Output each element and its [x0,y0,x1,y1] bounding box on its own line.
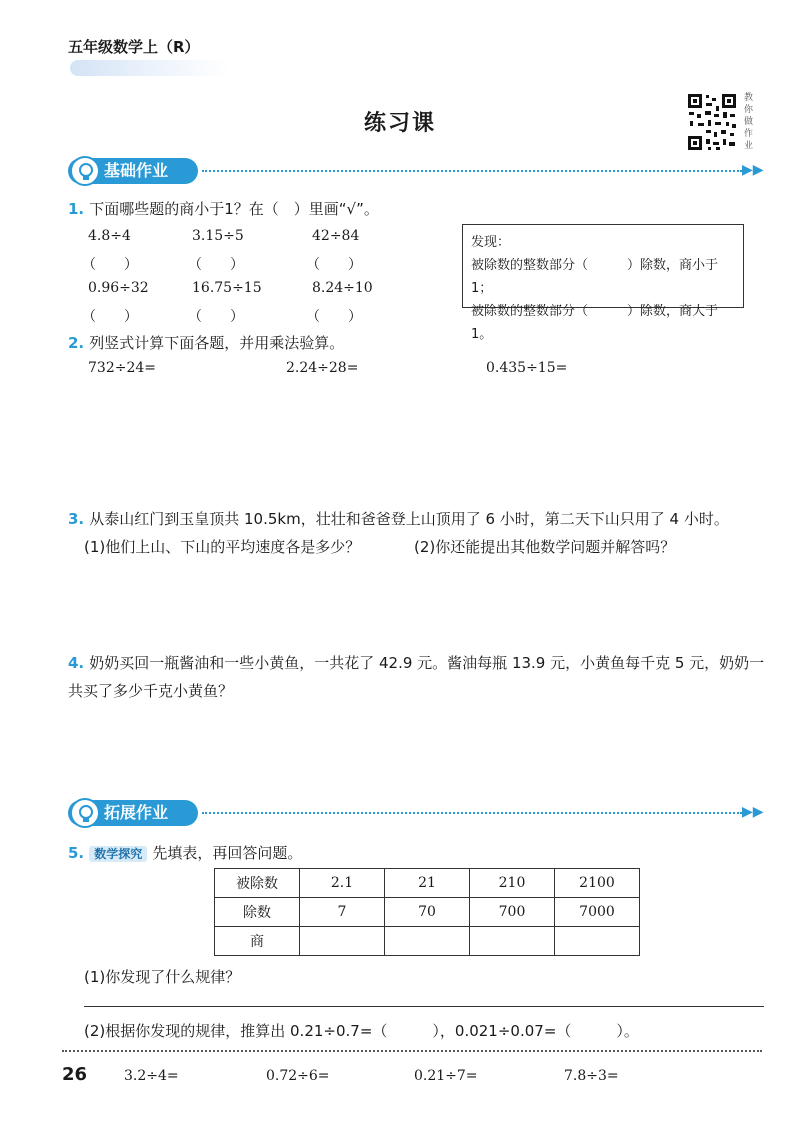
question-number: 2. [68,334,85,352]
question-text: 下面哪些题的商小于1？在（ ）里画“√”。 [89,200,379,218]
page-title: 练习课 [363,111,436,136]
footer-exercise: 7.8÷3= [564,1068,619,1084]
table-cell: 7000 [555,898,640,927]
discovery-box [462,224,744,342]
answer-line[interactable] [84,1006,764,1007]
section-divider [202,170,742,172]
table-header-cell: 被除数 [215,869,300,898]
answer-cell[interactable] [470,927,555,956]
table-cell: 7 [300,898,385,927]
answer-cell[interactable] [555,927,640,956]
footer-exercise: 0.21÷7= [414,1068,478,1084]
q1-item: 16.75÷15 [192,280,262,296]
question-text: 从泰山红门到玉皇顶共 10.5km，壮壮和爸爸登上山顶用了 6 小时，第二天下山只用了 4 小时。 [89,510,729,528]
table-cell: 2.1 [300,869,385,898]
question-5 [68,842,302,863]
table-header-cell: 商 [215,927,300,956]
q1-item: 8.24÷10 [312,280,373,296]
table-header-cell: 除数 [215,898,300,927]
q1-item: 0.96÷32 [88,280,149,296]
question-2 [68,332,344,353]
table-cell: 70 [385,898,470,927]
qr-code-icon[interactable] [686,92,738,152]
discovery-line[interactable]: 被除数的整数部分（ ）除数，商小于1； [471,258,719,296]
answer-blank[interactable]: （ ） [82,257,138,273]
lightbulb-icon [70,798,100,828]
question-number: 3. [68,510,85,528]
book-brand: 五年级数学上（R） [68,38,200,56]
q5-sub-question[interactable]: (2)根据你发现的规律，推算出 0.21÷0.7=（ ），0.021÷0.07=（ ）。 [84,1022,639,1040]
table-row [215,869,640,898]
question-number: 5. [68,844,85,862]
q2-item: 2.24÷28= [286,360,359,376]
table-cell: 210 [470,869,555,898]
question-text-continued: 共买了多少千克小黄鱼？ [68,682,234,700]
division-table [214,868,640,956]
inquiry-tag: 数学探究 [89,846,147,862]
page-number: 26 [62,1064,88,1085]
table-cell: 2100 [555,869,640,898]
section-extend-header [68,800,764,826]
question-number: 1. [68,200,85,218]
q1-item: 3.15÷5 [192,228,244,244]
question-1 [68,198,379,219]
header-decoration [70,60,230,76]
question-text: 先填表，再回答问题。 [152,844,303,862]
answer-blank[interactable]: （ ） [306,257,362,273]
section-divider [202,812,742,814]
question-4 [68,652,768,673]
footer-exercise: 0.72÷6= [266,1068,330,1084]
table-row [215,927,640,956]
question-text: 列竖式计算下面各题，并用乘法验算。 [89,334,345,352]
answer-blank[interactable]: （ ） [82,309,138,325]
section-extend-title: 拓展作业 [104,803,169,822]
answer-blank[interactable]: （ ） [188,309,244,325]
footer-exercise: 3.2÷4= [124,1068,179,1084]
table-cell: 21 [385,869,470,898]
section-basic-header [68,158,764,184]
question-3 [68,508,768,529]
discovery-title: 发现： [471,235,511,250]
double-arrow-icon: ▶▶ [742,804,764,820]
question-text: 奶奶买回一瓶酱油和一些小黄鱼，一共花了 42.9 元。酱油每瓶 13.9 元，小黄鱼每千克 5 元，奶奶一 [89,654,765,672]
q1-item: 42÷84 [312,228,360,244]
answer-cell[interactable] [300,927,385,956]
q2-item: 732÷24= [88,360,156,376]
answer-blank[interactable]: （ ） [306,309,362,325]
double-arrow-icon: ▶▶ [742,162,764,178]
q3-sub-question: (1)他们上山、下山的平均速度各是多少？ [84,538,361,556]
q5-sub-question: (1)你发现了什么规律？ [84,968,241,986]
answer-blank[interactable]: （ ） [188,257,244,273]
table-cell: 700 [470,898,555,927]
section-basic-title: 基础作业 [104,161,169,180]
answer-cell[interactable] [385,927,470,956]
table-row [215,898,640,927]
lightbulb-icon [70,156,100,186]
q1-item: 4.8÷4 [88,228,131,244]
q2-item: 0.435÷15= [486,360,568,376]
question-number: 4. [68,654,85,672]
q3-sub-question: (2)你还能提出其他数学问题并解答吗？ [414,538,676,556]
footer-divider [62,1050,762,1052]
qr-label: 教你做作业 [744,93,754,151]
discovery-line[interactable]: 被除数的整数部分（ ）除数，商大于1。 [471,304,719,342]
